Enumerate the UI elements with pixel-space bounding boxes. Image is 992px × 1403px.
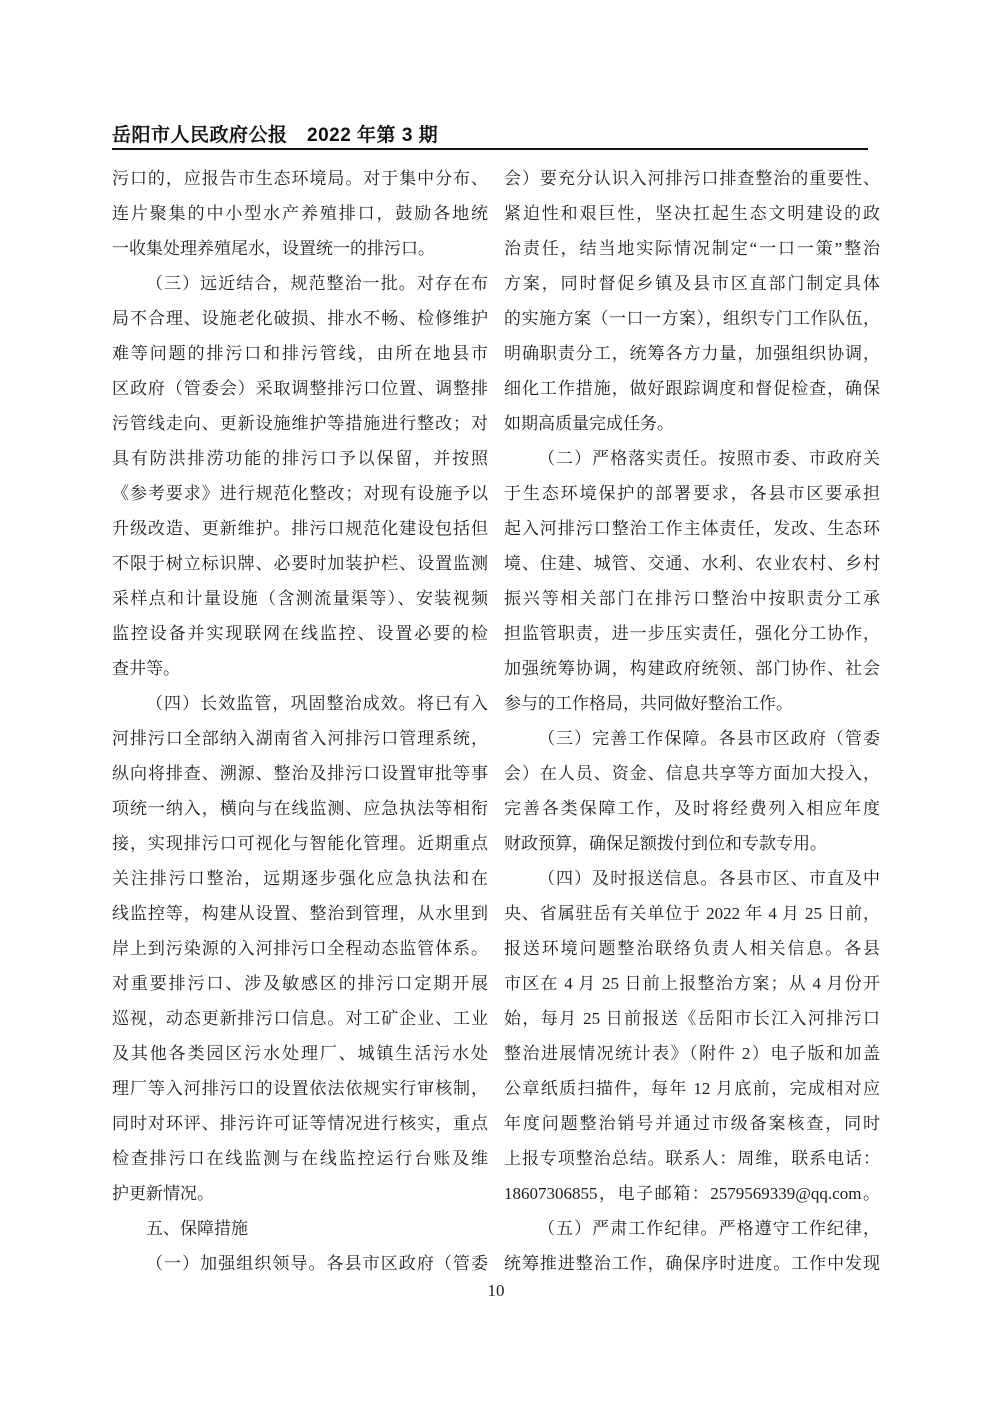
text-line: （四）及时报送信息。各县市区、市直及中 [538, 869, 880, 888]
text-line: 如期高质量完成任务。 [504, 414, 674, 433]
text-line: 境、住建、城管、交通、水利、农业农村、乡村 [504, 554, 880, 573]
text-line: 统筹推进整治工作，确保序时进度。工作中发现 [504, 1254, 880, 1273]
text-line: 细化工作措施，做好跟踪调度和督促检查，确保 [504, 379, 880, 398]
text-line: 明确职责分工，统筹各方力量，加强组织协调， [504, 344, 880, 363]
text-line: 局不合理、设施老化破损、排水不畅、检修维护 [112, 309, 488, 328]
text-line: 公章纸质扫描件，每年 12 月底前，完成相对应 [504, 1079, 880, 1098]
text-line: （三）完善工作保障。各县市区政府（管委 [538, 729, 880, 748]
text-line: 区政府（管委会）采取调整排污口位置、调整排 [112, 379, 488, 398]
text-line: 线监控等，构建从设置、整治到管理，从水里到 [112, 904, 488, 923]
text-line: 报送环境问题整治联络负责人相关信息。各县 [504, 939, 880, 958]
right-column [504, 161, 880, 1281]
text-line: 同时对环评、排污许可证等情况进行核实，重点 [112, 1114, 488, 1133]
text-line: 不限于树立标识牌、必要时加装护栏、设置监测 [112, 554, 488, 573]
header-rule [112, 148, 868, 150]
text-line: 河排污口全部纳入湖南省入河排污口管理系统， [112, 729, 488, 748]
text-line: 一收集处理养殖尾水，设置统一的排污口。 [112, 239, 435, 258]
text-line: 年度问题整治销号并通过市级备案核查，同时 [504, 1114, 880, 1133]
text-line: 参与的工作格局，共同做好整治工作。 [504, 694, 793, 713]
page-number: 10 [487, 1281, 505, 1300]
text-line: 市区在 4 月 25 日前上报整治方案；从 4 月份开 [504, 974, 880, 993]
text-line: 的实施方案（一口一方案），组织专门工作队伍， [504, 309, 880, 328]
text-line: 18607306855，电子邮箱：2579569339@qq.com。 [504, 1184, 880, 1203]
text-line: 治责任，结当地实际情况制定“一口一策”整治 [504, 239, 880, 258]
section-heading: 五、保障措施 [146, 1219, 248, 1238]
text-line: 纵向将排查、溯源、整治及排污口设置审批等事 [112, 764, 488, 783]
text-line: 对重要排污口、涉及敏感区的排污口定期开展 [112, 974, 488, 993]
text-line: 监控设备并实现联网在线监控、设置必要的检 [112, 624, 488, 643]
text-line: 担监管职责，进一步压实责任，强化分工协作， [504, 624, 880, 643]
text-line: 污口的，应报告市生态环境局。对于集中分布、 [112, 169, 488, 188]
text-line: 连片聚集的中小型水产养殖排口，鼓励各地统 [112, 204, 488, 223]
text-line: 财政预算，确保足额拨付到位和专款专用。 [504, 834, 827, 853]
text-line: 巡视，动态更新排污口信息。对工矿企业、工业 [112, 1009, 488, 1028]
text-line: 整治进展情况统计表》（附件 2）电子版和加盖 [504, 1044, 880, 1063]
text-line: 检查排污口在线监测与在线监控运行台账及维 [112, 1149, 488, 1168]
text-line: （四）长效监管，巩固整治成效。将已有入 [146, 694, 488, 713]
text-line: （五）严肃工作纪律。严格遵守工作纪律， [538, 1219, 880, 1238]
text-line: 始，每月 25 日前报送《岳阳市长江入河排污口 [504, 1009, 880, 1028]
text-line: 难等问题的排污口和排污管线，由所在地县市 [112, 344, 488, 363]
text-line: 于生态环境保护的部署要求，各县市区要承担 [504, 484, 880, 503]
text-line: 接，实现排污口可视化与智能化管理。近期重点 [112, 834, 488, 853]
text-line: 升级改造、更新维护。排污口规范化建设包括但 [112, 519, 488, 538]
text-line: 会）在人员、资金、信息共享等方面加大投入， [504, 764, 880, 783]
text-line: 《参考要求》进行规范化整改；对现有设施予以 [112, 484, 488, 503]
text-line: 关注排污口整治，远期逐步强化应急执法和在 [112, 869, 488, 888]
text-line: 污管线走向、更新设施维护等措施进行整改；对 [112, 414, 488, 433]
text-line: 完善各类保障工作，及时将经费列入相应年度 [504, 799, 880, 818]
text-line: （三）远近结合，规范整治一批。对存在布 [146, 274, 488, 293]
text-line: 护更新情况。 [112, 1184, 214, 1203]
text-line: 会）要充分认识入河排污口排查整治的重要性、 [504, 169, 880, 188]
text-line: 振兴等相关部门在排污口整治中按职责分工承 [504, 589, 880, 608]
text-line: 上报专项整治总结。联系人：周维，联系电话： [504, 1149, 880, 1168]
gazette-header: 岳阳市人民政府公报 2022 年第 3 期 [112, 125, 439, 146]
text-line: 央、省属驻岳有关单位于 2022 年 4 月 25 日前， [504, 904, 880, 923]
text-line: 具有防洪排涝功能的排污口予以保留，并按照 [112, 449, 488, 468]
text-line: （一）加强组织领导。各县市区政府（管委 [146, 1254, 488, 1273]
text-line: （二）严格落实责任。按照市委、市政府关 [538, 449, 880, 468]
text-line: 理厂等入河排污口的设置依法依规实行审核制， [112, 1079, 488, 1098]
left-column [112, 161, 488, 1281]
text-line: 方案，同时督促乡镇及县市区直部门制定具体 [504, 274, 880, 293]
text-line: 采样点和计量设施（含测流量渠等）、安装视频 [112, 589, 488, 608]
text-line: 起入河排污口整治工作主体责任，发改、生态环 [504, 519, 880, 538]
text-line: 紧迫性和艰巨性，坚决扛起生态文明建设的政 [504, 204, 880, 223]
text-line: 加强统筹协调，构建政府统领、部门协作、社会 [504, 659, 880, 678]
text-line: 项统一纳入，横向与在线监测、应急执法等相衔 [112, 799, 488, 818]
text-line: 查井等。 [112, 659, 180, 678]
text-line: 岸上到污染源的入河排污口全程动态监管体系。 [112, 939, 488, 958]
text-line: 及其他各类园区污水处理厂、城镇生活污水处 [112, 1044, 488, 1063]
